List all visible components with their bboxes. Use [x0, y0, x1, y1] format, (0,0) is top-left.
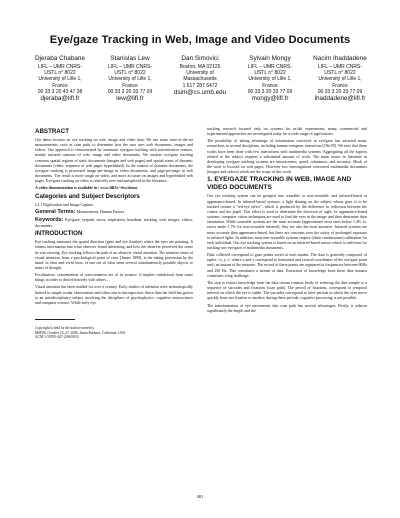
body-paragraph: Our eye tracking system can be grouped into wearable or non-wearable, and infrared-based or appearance-based. In infrared-based systems, a light shining on the subject whose gaze is to be tracked creates a "red-eye effect", which is produced by the difference in reflection between the cornea and the pupil. This effect is used to determine the direction of sight. In appearance-based systems, computer vision techniques are used to find the eyes in the image and then determine their orientation. While wearable systems are the most accurate (approximate error rates below 1.4% vs. errors under 1.7% for non-wearable infrared), they are also the most intrusive. Infrared systems are more accurate than appearance-based, but there are concerns over the safety of prolonged exposure to infrared lights. In addition, most non-wearable systems require (often cumbersome) calibration for each individual. Our eye tracking system is based on an infrared-based sensor which is sufficient for tracking raw eye/gaze of multimedia documents. [207, 193, 367, 250]
copyright-line: ACM 1-59593-447-2/06/0010. [35, 335, 80, 340]
author-affiliation: USTL n° 8022 [44, 70, 76, 77]
author-phone: 00 33 3 20 33 77 09 [317, 88, 363, 95]
author-affiliation: USTL n° 8022 [324, 70, 356, 77]
author-name: Dan Simovici [181, 55, 219, 62]
copyright-line: MM'06, October 23–27, 2006, Santa Barbara, California, USA. [35, 330, 127, 335]
keywords [35, 217, 193, 228]
author-affiliation: France [332, 82, 348, 89]
author-2 [97, 55, 163, 103]
page-number: 481 [196, 494, 204, 499]
keywords-text: Eye/gaze, eyepath, stress, respiration, heartbeat, tracking, web, images, videos, documents. [35, 216, 193, 229]
author-affiliation: USTL n° 8022 [254, 70, 286, 77]
author-affiliation: University of Lille 1, [38, 76, 82, 83]
author-phone: 00 33 3 20 33 77 09 [107, 88, 153, 95]
intro-paragraph: Focalization, concentration of consciousness are of its essence. It implies withdrawal from some things in order to deal effectively with others… [35, 272, 193, 283]
copyright-line: Copyright is held by the author/owner(s). [35, 326, 95, 331]
author-affiliation: University of Lille 1, [108, 76, 152, 83]
author-affiliation: France [262, 82, 278, 89]
author-affiliation: USTL n° 8022 [114, 70, 146, 77]
body-paragraph: The possibility of taking advantage of information conveyed in eye/gaze has attracted many researchers in several disciplines, including human-computer interaction [Ohi 95]. We note that these works have been done with few interactions with multimedia systems. Aggregating all the aspects related to the subject requires a substantial amount of work. The main issues in literature in developing eye/gaze tracking systems are intrusiveness, speed, robustness, and accuracy. Much of the work is focused on web pages. However few investigations concerned multimedia documents (images and videos) which are the scope of this work. [207, 138, 367, 175]
section-1-heading: 1. EYE/GAZE TRACKING IN WEB, IMAGE AND VIDEO DOCUMENTS [207, 176, 352, 192]
author-phone: 00 33 3 20 33 77 09 [247, 88, 293, 95]
categories-text: I.4.1 Digitization and Image Capture [35, 201, 93, 207]
author-affiliation: University of Lille 1, [248, 76, 292, 83]
author-affiliation: LIFL – UMR CNRS- [108, 64, 152, 70]
general-terms-text: Measurement, Human Factors. [76, 208, 126, 214]
author-affiliation: France [52, 82, 68, 89]
author-5 [307, 55, 373, 103]
intro-paragraph: Visual attention has been studied for over a century. Early studies of attention were technologically limited to simple ocular observations and often turn to introspection. Since then the field has grown to an interdisciplinary subject involving the disciplines of psychophysics, cognitive neuroscience and computer science. While early eye [35, 284, 193, 305]
author-email: djeraba@lifl.fr [40, 95, 80, 103]
author-affiliation: France [122, 82, 138, 89]
author-email: lew@lifl.fr [116, 95, 144, 103]
author-affiliation: LIFL – UMR CNRS- [248, 64, 292, 70]
intro-paragraph: Eye tracking measures the spatial direction (gaze and eye fixation) where the eyes are pointing. It returns information into what observer found interesting, and how the observer perceived the scene he was viewing. Eye tracking follows the path of an observer visual attention. The intuitive sense of visual attention, from a psychological point of view [James 1890], is the taking possession by the mind, in clear and vivid form, of one out of what seem several simultaneously possible objects or trains of thought. [35, 239, 193, 270]
keywords-label: Keywords: [35, 216, 64, 223]
body-paragraph: The step to extract knowledge from the data stream consists firstly of reducing the data sample to a sequence of saccades and fixations (scan path). The period of fixations, correspond to temporal interval on which the eye is stable. The saccades correspond to brief periods in which the eyes move quickly from one fixation to another; during these periods, cognitive processing is not possible. [207, 279, 367, 301]
author-email: dsim@cs.umb.edu [173, 88, 227, 96]
abstract-heading: ABSTRACT [35, 128, 70, 135]
copyright-notice [35, 326, 193, 340]
author-phone: 00 33 3 20 43 47 38 [37, 88, 83, 95]
right-column [207, 126, 367, 315]
author-name: Stanislas Lew [110, 55, 150, 62]
author-affiliation: University of Lille 1, [318, 76, 362, 83]
author-block [27, 55, 373, 103]
body-paragraph: The transformation of eye movements into scan path has several advantages. Firstly, it reduces significantly the length and the [207, 302, 367, 313]
footnote-rule [35, 319, 75, 320]
author-name: Djeraba Chabane [34, 55, 86, 62]
author-phone: 1 617 287 6472 [182, 82, 218, 89]
author-affiliation: LIFL – UMR CNRS- [318, 64, 362, 70]
body-paragraph: Data collected correspond to gaze points saved at each instant. The data is generally composed of tuples <x, y, t> where x and y correspond to horizontal and vertical coordinates of the eye/gaze point and t an instant of the measure. The record of these points are registered at frequencies between 60Hz and 250 Hz. This constitutes a stream of data. Extraction of knowledge from these data streams constitutes a big challenge. [207, 252, 367, 278]
categories-heading: Categories and Subject Descriptors [35, 192, 140, 200]
general-terms [35, 209, 193, 215]
author-name: Sylvain Mongy [249, 55, 291, 62]
author-affiliation: Boston, MA 02125 [179, 64, 221, 70]
author-affiliation: University of [186, 70, 214, 77]
author-email: mongy@lifl.fr [251, 95, 289, 103]
author-affiliation: LIFL – UMR CNRS- [38, 64, 82, 70]
author-3 [167, 55, 233, 103]
general-terms-label: General Terms: [35, 208, 76, 215]
video-demo-line: A video demonstration is available in : www.lifl.fr/~lew/demo [35, 185, 138, 191]
paper-title: Eye/gaze Tracking in Web, Image and Video Documents [49, 34, 351, 46]
introduction-heading: INTRODUCTION [35, 230, 83, 238]
body-paragraph: tracking research focused only on systems for in-lab experiments, many commercial and experimental approaches are investigated today for a wide range of applications. [207, 126, 367, 137]
author-4 [237, 55, 303, 103]
abstract-text: Our demo focuses on eye tracking on web, image and video data. We use some state-of-the-art measurements, such as scan path, to determine how the user uses web documents, images and videos. Our approach is characterized by automatic eye/gaze tracking with non-intrusive sensors, mainly infrared cameras of web, image and video documents. We analyze eye/gaze tracking concerns spatial regions of static documents (images and web pages) and spatial zones of dynamic documents (video, sequence of web pages hyperlinked). In the context of dynamic documents, the eye/gaze tracking is processed image-per-image in video documents, and page-per-page in web documents. The result is more rough on video, and more accurate on images and hyperlinked web pages. Eye/gaze tracking on video is relatively new and unexplored in the literature. [35, 137, 193, 184]
left-column [35, 126, 193, 340]
author-name: Nacim Ihaddadene [313, 55, 367, 62]
author-affiliation: Massachusetts [183, 76, 217, 83]
author-email: ihaddadene@lifl.fr [314, 95, 366, 103]
author-1 [27, 55, 93, 103]
